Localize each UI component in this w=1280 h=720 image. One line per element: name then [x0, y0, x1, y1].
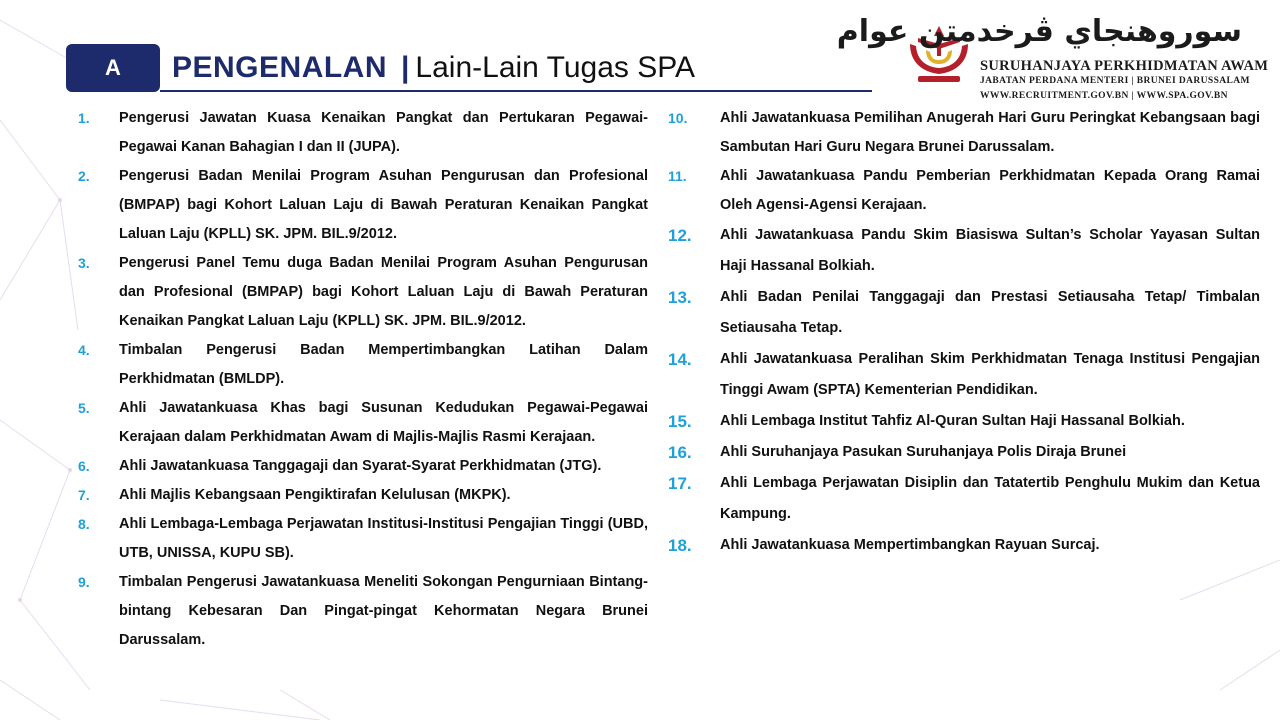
- list-item: [668, 282, 1260, 344]
- item-number: 15.: [668, 412, 692, 431]
- list-item: [668, 468, 1260, 530]
- item-number: 12.: [668, 226, 692, 245]
- org-name: SURUHANJAYA PERKHIDMATAN AWAM: [980, 58, 1269, 74]
- org-websites: WWW.RECRUITMENT.GOV.BN | WWW.SPA.GOV.BN: [980, 91, 1228, 101]
- item-number: 18.: [668, 536, 692, 555]
- list-item: [78, 336, 648, 394]
- item-number: 4.: [78, 342, 90, 358]
- item-text: Ahli Lembaga Institut Tahfiz Al-Quran Sultan Haji Hassanal Bolkiah.: [720, 413, 1185, 429]
- item-text: Ahli Badan Penilai Tanggagaji dan Prestasi Setiausaha Tetap/ Timbalan Setiausaha Tetap.: [720, 289, 1260, 336]
- item-number: 13.: [668, 288, 692, 307]
- item-number: 1.: [78, 110, 90, 126]
- item-number: 3.: [78, 255, 90, 271]
- list-item: [668, 344, 1260, 406]
- section-letter: A: [105, 55, 121, 80]
- item-text: Ahli Majlis Kebangsaan Pengiktirafan Kelulusan (MKPK).: [119, 487, 511, 503]
- item-text: Ahli Jawatankuasa Pandu Pemberian Perkhidmatan Kepada Orang Ramai Oleh Agensi-Agensi Kerajaan.: [720, 168, 1260, 213]
- list-item: [668, 406, 1260, 437]
- item-text: Pengerusi Badan Menilai Program Asuhan Pengurusan dan Profesional (BMPAP) bagi Kohort Laluan Laju di Bawah Peraturan Kenaikan Pangkat Laluan Laju (KPLL) SK. JPM. BIL.9/2012.: [119, 168, 648, 242]
- title-underline: [160, 90, 872, 92]
- list-item: [78, 394, 648, 452]
- item-text: Ahli Jawatankuasa Pandu Skim Biasiswa Sultan’s Scholar Yayasan Sultan Haji Hassanal Bolkiah.: [720, 227, 1260, 274]
- org-department: JABATAN PERDANA MENTERI | BRUNEI DARUSSALAM: [980, 76, 1250, 86]
- item-text: Ahli Jawatankuasa Pemilihan Anugerah Hari Guru Peringkat Kebangsaan bagi Sambutan Hari Guru Negara Brunei Darussalam.: [720, 110, 1260, 155]
- title-separator: |: [401, 51, 410, 84]
- item-number: 5.: [78, 400, 90, 416]
- item-text: Pengerusi Jawatan Kuasa Kenaikan Pangkat dan Pertukaran Pegawai-Pegawai Kanan Bahagian I dan II (JUPA).: [119, 110, 648, 155]
- item-number: 10.: [668, 110, 688, 126]
- item-number: 16.: [668, 443, 692, 462]
- item-number: 7.: [78, 487, 90, 503]
- item-number: 14.: [668, 350, 692, 369]
- list-item: [78, 510, 648, 568]
- item-text: Ahli Lembaga-Lembaga Perjawatan Institusi-Institusi Pengajian Tinggi (UBD, UTB, UNISSA, KUPU SB).: [119, 516, 648, 561]
- title-main: PENGENALAN: [172, 51, 388, 84]
- duties-list-right: [668, 104, 1260, 561]
- list-item: [668, 162, 1260, 220]
- title-subtitle: Lain-Lain Tugas SPA: [415, 51, 696, 84]
- item-text: Ahli Jawatankuasa Tanggagaji dan Syarat-Syarat Perkhidmatan (JTG).: [119, 458, 602, 474]
- list-item: [78, 104, 648, 162]
- item-text: Timbalan Pengerusi Badan Mempertimbangkan Latihan Dalam Perkhidmatan (BMLDP).: [119, 342, 648, 387]
- list-item: [668, 104, 1260, 162]
- item-text: Ahli Lembaga Perjawatan Disiplin dan Tatatertib Penghulu Mukim dan Ketua Kampung.: [720, 475, 1260, 522]
- item-text: Timbalan Pengerusi Jawatankuasa Meneliti Sokongan Pengurniaan Bintang-bintang Kebesaran Dan Pingat-pingat Kehormatan Negara Brunei Darussalam.: [119, 574, 648, 648]
- list-item: [78, 481, 648, 510]
- section-badge: [66, 44, 160, 92]
- item-number: 8.: [78, 516, 90, 532]
- list-item: [668, 437, 1260, 468]
- item-text: Ahli Jawatankuasa Khas bagi Susunan Kedudukan Pegawai-Pegawai Kerajaan dalam Perkhidmatan Awam di Majlis-Majlis Rasmi Kerajaan.: [119, 400, 648, 445]
- list-item: [78, 249, 648, 336]
- item-number: 2.: [78, 168, 90, 184]
- list-item: [78, 568, 648, 655]
- page-title: [172, 48, 695, 88]
- item-text: Ahli Jawatankuasa Peralihan Skim Perkhidmatan Tenaga Institusi Pengajian Tinggi Awam (SPTA) Kementerian Pendidikan.: [720, 351, 1260, 398]
- list-item: [78, 162, 648, 249]
- item-number: 17.: [668, 474, 692, 493]
- item-number: 9.: [78, 574, 90, 590]
- list-item: [78, 452, 648, 481]
- org-name-jawi: سوروهنجاي ڤرخدمتن عوام: [836, 14, 1242, 49]
- item-number: 6.: [78, 458, 90, 474]
- list-item: [668, 530, 1260, 561]
- item-text: Pengerusi Panel Temu duga Badan Menilai Program Asuhan Pengurusan dan Profesional (BMPAP) bagi Kohort Laluan Laju di Bawah Peraturan Kenaikan Pangkat Laluan Laju (KPLL) SK. JPM. BIL.9/2012.: [119, 255, 648, 329]
- item-text: Ahli Jawatankuasa Mempertimbangkan Rayuan Surcaj.: [720, 537, 1100, 553]
- duties-list-left: [78, 104, 648, 655]
- list-item: [668, 220, 1260, 282]
- item-text: Ahli Suruhanjaya Pasukan Suruhanjaya Polis Diraja Brunei: [720, 444, 1127, 460]
- item-number: 11.: [668, 168, 687, 184]
